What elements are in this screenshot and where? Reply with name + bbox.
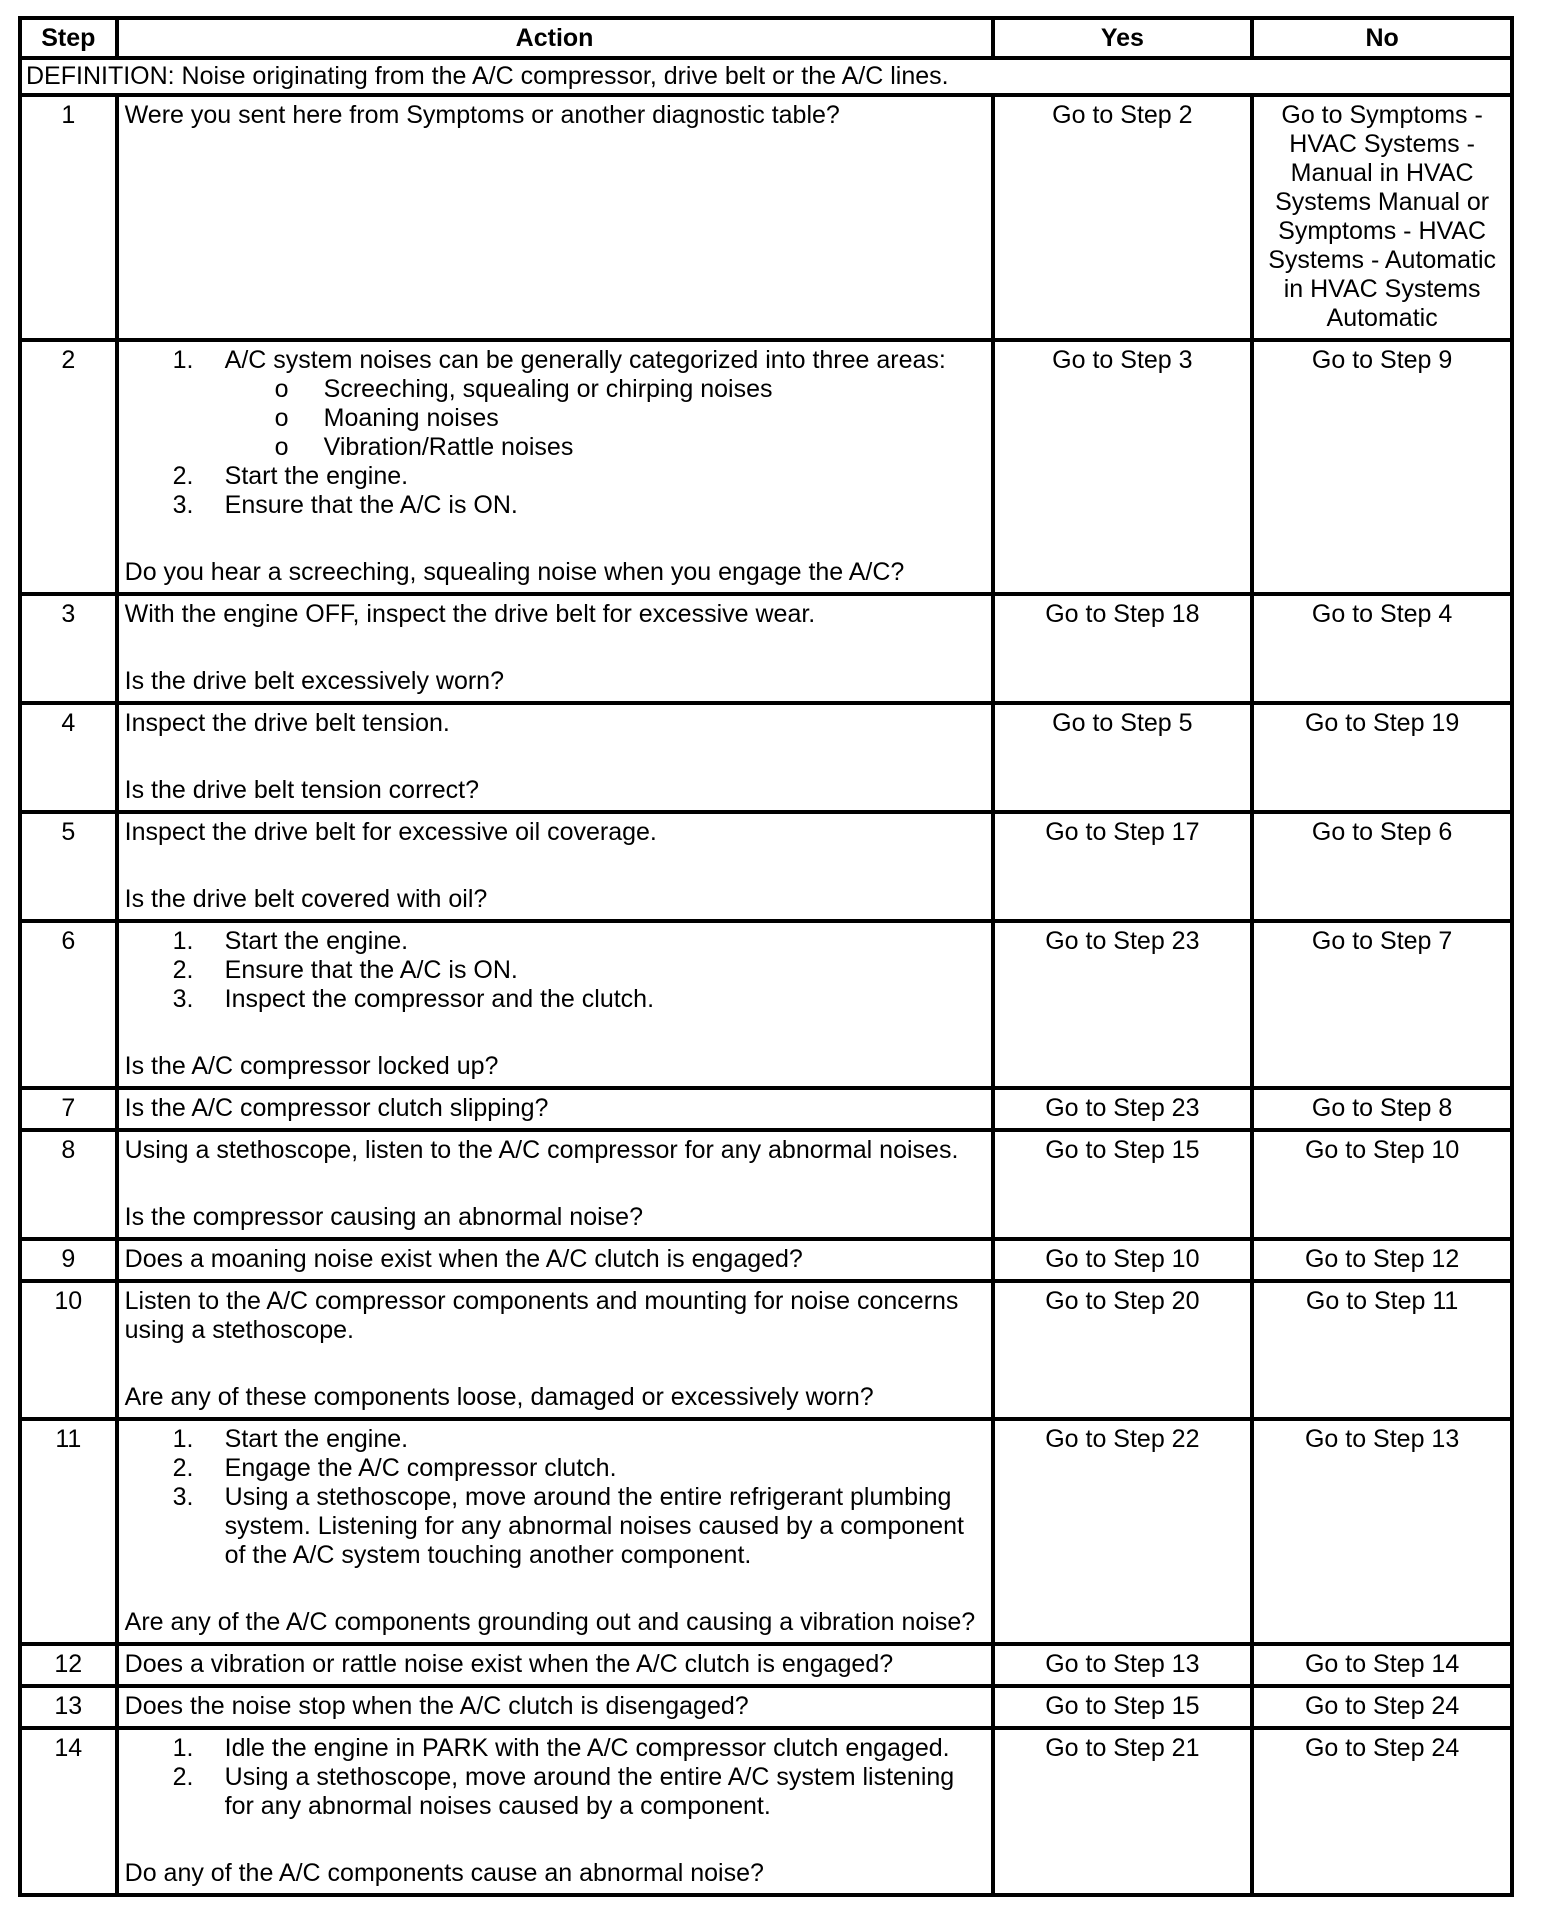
action-cell <box>117 1130 993 1239</box>
no-cell: Go to Step 4 <box>1252 594 1512 703</box>
table-row <box>20 1644 1512 1686</box>
action-question: Is the drive belt excessively worn? <box>124 667 504 695</box>
step-number: 4 <box>20 703 117 812</box>
list-item: o Screeching, squealing or chirping noises <box>274 375 773 403</box>
action-list <box>125 1425 985 1570</box>
list-item: 2. Ensure that the A/C is ON. <box>172 956 518 984</box>
yes-cell: Go to Step 2 <box>993 95 1253 340</box>
list-item: 1. Start the engine. <box>172 927 409 955</box>
action-question: Is the drive belt tension correct? <box>124 776 479 804</box>
yes-cell: Go to Step 22 <box>993 1419 1253 1644</box>
action-cell <box>117 340 993 594</box>
yes-cell: Go to Step 5 <box>993 703 1253 812</box>
yes-cell: Go to Step 10 <box>993 1239 1253 1281</box>
table-row <box>20 1088 1512 1130</box>
action-cell <box>117 1239 993 1281</box>
list-item: 1. Idle the engine in PARK with the A/C compressor clutch engaged. <box>172 1734 950 1762</box>
action-question: Is the drive belt covered with oil? <box>124 885 488 913</box>
no-cell: Go to Step 24 <box>1252 1728 1512 1895</box>
step-number: 1 <box>20 95 117 340</box>
action-list <box>125 346 985 520</box>
yes-cell: Go to Step 17 <box>993 812 1253 921</box>
yes-cell: Go to Step 15 <box>993 1686 1253 1728</box>
action-cell <box>117 1088 993 1130</box>
list-item: o Vibration/Rattle noises <box>274 433 574 461</box>
list-item: 2. Start the engine. <box>172 462 409 490</box>
table-row <box>20 1419 1512 1644</box>
table-row <box>20 1686 1512 1728</box>
action-cell <box>117 95 993 340</box>
no-cell: Go to Step 10 <box>1252 1130 1512 1239</box>
yes-cell: Go to Step 15 <box>993 1130 1253 1239</box>
no-cell: Go to Step 13 <box>1252 1419 1512 1644</box>
table-row <box>20 1281 1512 1419</box>
action-list <box>125 927 985 1014</box>
table-row <box>20 812 1512 921</box>
list-item: 2. Using a stethoscope, move around the entire A/C system listening for any abnormal noises caused by a component. <box>172 1763 955 1820</box>
step-number: 2 <box>20 340 117 594</box>
action-cell <box>117 703 993 812</box>
action-cell <box>117 1281 993 1419</box>
action-list <box>125 1734 985 1821</box>
action-question: Is the A/C compressor clutch slipping? <box>124 1094 549 1122</box>
definition-text: DEFINITION: Noise originating from the A/C compressor, drive belt or the A/C lines. <box>20 58 1512 95</box>
yes-cell: Go to Step 21 <box>993 1728 1253 1895</box>
table-row <box>20 1239 1512 1281</box>
action-intro: Listen to the A/C compressor components and mounting for noise concerns using a stethoscope. <box>124 1287 959 1344</box>
yes-cell: Go to Step 18 <box>993 594 1253 703</box>
action-question: Do any of the A/C components cause an abnormal noise? <box>124 1859 764 1887</box>
step-number: 8 <box>20 1130 117 1239</box>
header-yes: Yes <box>993 18 1253 58</box>
step-number: 9 <box>20 1239 117 1281</box>
no-cell: Go to Step 7 <box>1252 921 1512 1088</box>
list-item: 2. Engage the A/C compressor clutch. <box>172 1454 617 1482</box>
step-number: 7 <box>20 1088 117 1130</box>
table-row <box>20 1130 1512 1239</box>
action-cell <box>117 921 993 1088</box>
table-row <box>20 95 1512 340</box>
action-intro: Using a stethoscope, listen to the A/C compressor for any abnormal noises. <box>124 1136 959 1164</box>
action-intro: Inspect the drive belt tension. <box>124 709 450 737</box>
action-question: Are any of the A/C components grounding out and causing a vibration noise? <box>124 1608 976 1636</box>
step-number: 10 <box>20 1281 117 1419</box>
header-no: No <box>1252 18 1512 58</box>
no-cell: Go to Step 6 <box>1252 812 1512 921</box>
header-step: Step <box>20 18 117 58</box>
no-cell: Go to Step 9 <box>1252 340 1512 594</box>
action-question: Is the A/C compressor locked up? <box>124 1052 499 1080</box>
list-item: 3. Inspect the compressor and the clutch. <box>172 985 655 1013</box>
action-question: Does the noise stop when the A/C clutch is disengaged? <box>124 1692 749 1720</box>
list-item: 3. Ensure that the A/C is ON. <box>172 491 518 519</box>
action-cell <box>117 1728 993 1895</box>
action-question: Are any of these components loose, damaged or excessively worn? <box>124 1383 874 1411</box>
action-intro: With the engine OFF, inspect the drive belt for excessive wear. <box>124 600 816 628</box>
diagnostic-sheet <box>18 16 1514 1897</box>
yes-cell: Go to Step 13 <box>993 1644 1253 1686</box>
yes-cell: Go to Step 20 <box>993 1281 1253 1419</box>
action-intro: Inspect the drive belt for excessive oil coverage. <box>124 818 657 846</box>
no-cell: Go to Step 8 <box>1252 1088 1512 1130</box>
no-cell: Go to Step 24 <box>1252 1686 1512 1728</box>
action-cell <box>117 1644 993 1686</box>
step-number: 5 <box>20 812 117 921</box>
table-row <box>20 703 1512 812</box>
list-item: 1. A/C system noises can be generally categorized into three areas: o Screeching, squealing or chirping noises o Moaning noises o Vibration/Rattle noises <box>225 346 985 462</box>
action-question: Does a vibration or rattle noise exist when the A/C clutch is engaged? <box>124 1650 894 1678</box>
no-cell: Go to Step 11 <box>1252 1281 1512 1419</box>
step-number: 14 <box>20 1728 117 1895</box>
step-number: 13 <box>20 1686 117 1728</box>
step-number: 12 <box>20 1644 117 1686</box>
table-row <box>20 1728 1512 1895</box>
no-cell: Go to Step 12 <box>1252 1239 1512 1281</box>
yes-cell: Go to Step 3 <box>993 340 1253 594</box>
no-cell: Go to Symptoms - HVAC Systems - Manual in HVAC Systems Manual or Symptoms - HVAC Systems - Automatic in HVAC Systems Automatic <box>1252 95 1512 340</box>
table-row <box>20 340 1512 594</box>
step-number: 3 <box>20 594 117 703</box>
header-row <box>20 18 1512 58</box>
yes-cell: Go to Step 23 <box>993 1088 1253 1130</box>
table-row <box>20 921 1512 1088</box>
action-cell <box>117 1419 993 1644</box>
action-question: Were you sent here from Symptoms or another diagnostic table? <box>124 101 840 129</box>
header-action: Action <box>117 18 993 58</box>
no-cell: Go to Step 14 <box>1252 1644 1512 1686</box>
action-question: Do you hear a screeching, squealing noise when you engage the A/C? <box>124 558 905 586</box>
action-cell <box>117 594 993 703</box>
list-item: 3. Using a stethoscope, move around the entire refrigerant plumbing system. Listening for any abnormal noises caused by a component of the A/C system touching another component. <box>172 1483 964 1569</box>
action-cell <box>117 812 993 921</box>
list-item: o Moaning noises <box>274 404 499 432</box>
step-number: 6 <box>20 921 117 1088</box>
step-number: 11 <box>20 1419 117 1644</box>
action-question: Is the compressor causing an abnormal noise? <box>124 1203 643 1231</box>
action-cell <box>117 1686 993 1728</box>
table-row <box>20 594 1512 703</box>
yes-cell: Go to Step 23 <box>993 921 1253 1088</box>
sub-list <box>225 375 985 462</box>
definition-row <box>20 58 1512 95</box>
diagnostic-table <box>18 16 1514 1897</box>
no-cell: Go to Step 19 <box>1252 703 1512 812</box>
action-question: Does a moaning noise exist when the A/C clutch is engaged? <box>124 1245 803 1273</box>
list-item: 1. Start the engine. <box>172 1425 409 1453</box>
